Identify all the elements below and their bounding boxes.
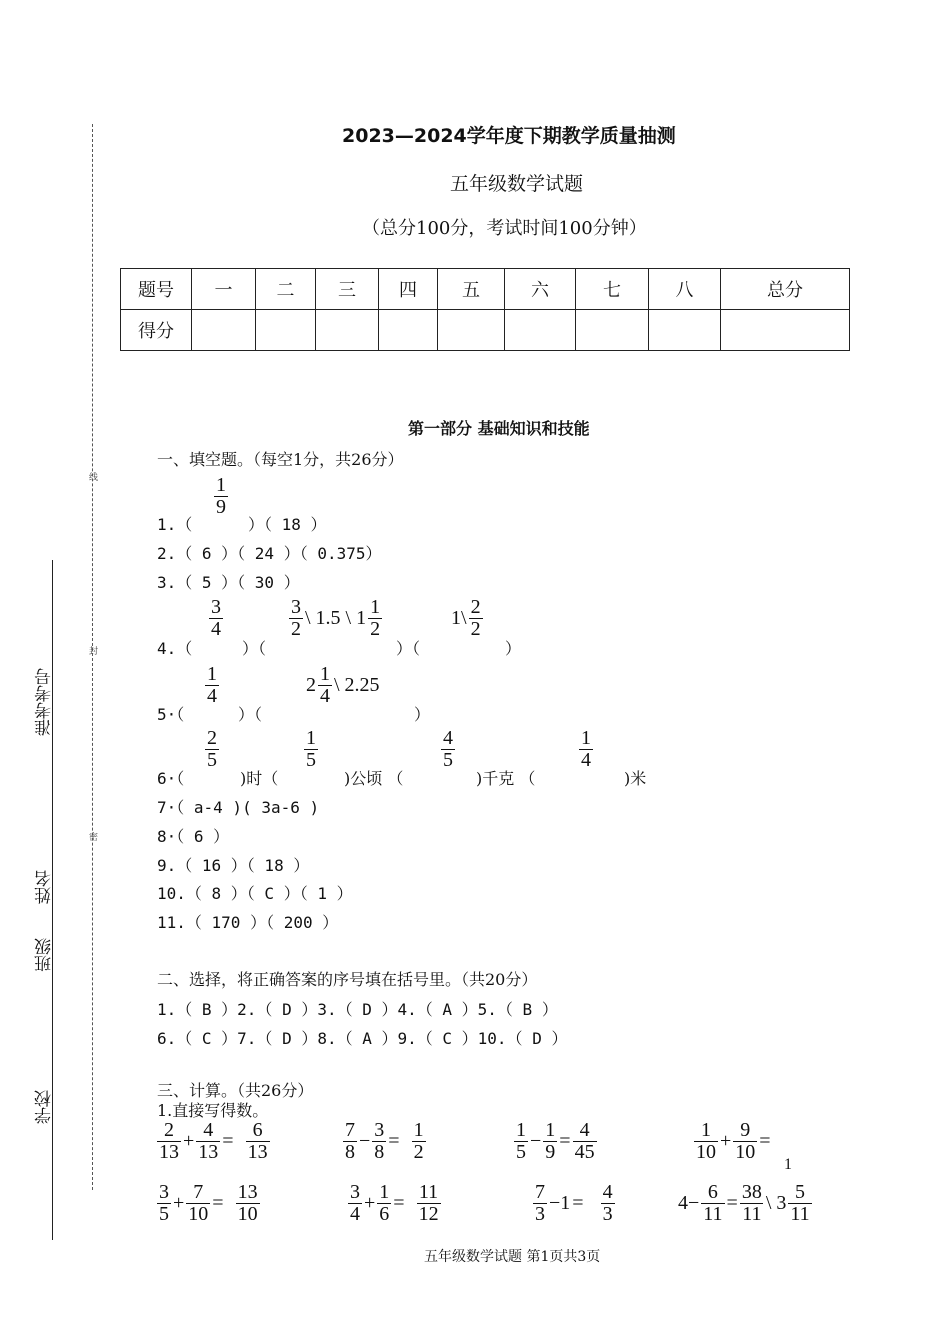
frac-den: 2 (291, 618, 301, 640)
q10-line: 10.（ 8 ）（ C ）（ 1 ） (157, 884, 353, 903)
q6-fraction-1 (205, 728, 219, 771)
score-table-cell: 总分 (721, 269, 850, 310)
calc-5 (157, 1182, 260, 1225)
section2-row-2: 6.（ C ）7.（ D ）8.（ A ）9.（ C ）10.（ D ） (157, 1029, 568, 1048)
frac-num: 4 (602, 1181, 613, 1203)
frac-num: 3 (350, 1181, 360, 1203)
q6-fraction-2 (304, 728, 318, 771)
frac-den: 11 (742, 1203, 762, 1225)
frac-num: 1 (516, 1119, 526, 1141)
score-table-cell: 五 (438, 269, 505, 310)
exam-note: （总分100分，考试时间100分钟） (362, 218, 647, 239)
frac-den: 8 (345, 1141, 355, 1163)
calc-operator: − (530, 1130, 542, 1152)
score-table-cell: 四 (379, 269, 438, 310)
frac-num: 7 (535, 1181, 545, 1203)
score-table-header-row (121, 269, 850, 310)
frac-num: 1 (413, 1119, 424, 1141)
equals-sign: = (222, 1130, 244, 1152)
frac-den: 9 (545, 1141, 556, 1163)
frac-num: 3 (374, 1119, 385, 1141)
frac-den: 4 (581, 749, 591, 771)
frac-num: 6 (252, 1119, 263, 1141)
frac-den: 45 (574, 1141, 595, 1163)
score-input-cell[interactable] (379, 310, 438, 351)
q9-line: 9.（ 16 ）（ 18 ） (157, 856, 310, 875)
frac-den: 4 (207, 685, 217, 707)
frac-den: 13 (247, 1141, 268, 1163)
score-table-cell: 二 (256, 269, 316, 310)
frac-num: 1 (370, 596, 381, 618)
frac-den: 13 (198, 1141, 219, 1163)
score-input-cell[interactable] (438, 310, 505, 351)
frac-den: 9 (216, 496, 226, 518)
frac-num: 3 (159, 1181, 169, 1203)
calc-1 (157, 1120, 270, 1163)
q4-fraction-1 (209, 597, 223, 640)
equals-sign: = (726, 1192, 738, 1214)
frac-num: 1 (216, 474, 226, 496)
score-table-cell: 八 (649, 269, 721, 310)
score-table-cell: 题号 (121, 269, 192, 310)
q5-tail: \ 2.25 (334, 674, 380, 696)
calc-8 (678, 1182, 812, 1225)
exam-title: 2023—2024学年度下期教学质量抽测 (342, 125, 676, 147)
frac-den: 11 (790, 1203, 810, 1225)
frac-num: 1 (701, 1119, 711, 1141)
q7-line: 7·（ a-4 )( 3a-6 ) (157, 798, 320, 817)
frac-den: 5 (207, 749, 217, 771)
frac-num: 4 (203, 1119, 214, 1141)
frac-den: 6 (379, 1203, 390, 1225)
side-mark-secret: 密 (87, 832, 97, 841)
q6-unit-1: )时（ (240, 769, 279, 788)
equals-sign: = (759, 1130, 771, 1152)
frac-num: 1 (545, 1119, 556, 1141)
side-label-class: 班级 (35, 938, 55, 972)
frac-den: 3 (535, 1203, 545, 1225)
calc-prefix: 4− (678, 1192, 700, 1214)
side-mark-line: 线 (87, 472, 97, 481)
score-input-cell[interactable] (649, 310, 721, 351)
calc-operator: − (359, 1130, 371, 1152)
section2-title: 二、选择，将正确答案的序号填在括号里。（共20分） (157, 970, 538, 989)
frac-den: 4 (350, 1203, 360, 1225)
score-table-cell: 一 (192, 269, 256, 310)
frac-num: 2 (470, 596, 481, 618)
frac-den: 3 (602, 1203, 613, 1225)
score-table-cell: 得分 (121, 310, 192, 351)
frac-num: 2 (164, 1119, 174, 1141)
frac-den: 5 (306, 749, 316, 771)
q6-unit-4: )米 (624, 769, 647, 788)
q8-line: 8·（ 6 ） (157, 827, 230, 846)
calc-operator: + (364, 1192, 376, 1214)
frac-den: 12 (418, 1203, 439, 1225)
frac-num: 13 (237, 1181, 258, 1203)
frac-num: 1 (207, 663, 217, 685)
frac-den: 10 (237, 1203, 258, 1225)
q4-open: 4.（ (157, 639, 193, 658)
q1-open: 1.（ (157, 515, 193, 534)
calc-mid: \ 3 (765, 1192, 787, 1214)
frac-num: 9 (740, 1119, 751, 1141)
q4-pre-text: 1\ (451, 607, 467, 629)
score-input-cell[interactable] (192, 310, 256, 351)
side-label-exam-no: 准考考号 (35, 668, 55, 736)
frac-num: 2 (207, 727, 217, 749)
frac-den: 8 (374, 1141, 385, 1163)
q1-rest: ）（ 18 ） (248, 515, 327, 534)
q11-line: 11.（ 170 ）（ 200 ） (157, 913, 339, 932)
frac-num: 4 (579, 1119, 590, 1141)
binding-dashed-line (92, 124, 93, 1190)
q4-close: ） (505, 639, 522, 658)
equals-sign: = (388, 1130, 410, 1152)
frac-den: 13 (159, 1141, 179, 1163)
calc-6 (348, 1182, 441, 1225)
exam-subject: 五年级数学试题 (450, 173, 584, 195)
score-input-cell[interactable] (505, 310, 576, 351)
side-label-school: 学校 (35, 1090, 55, 1124)
q4-mid-text: \ 1.5 \ 1 (305, 607, 367, 629)
part1-title: 第一部分 基础知识和技能 (408, 419, 590, 438)
frac-den: 5 (516, 1141, 526, 1163)
frac-den: 4 (211, 618, 221, 640)
q5-whole: 2 (306, 674, 316, 696)
frac-num: 3 (291, 596, 301, 618)
q4-sep-2: ）（ (396, 639, 421, 658)
calc-4-result: 1 (784, 1156, 792, 1173)
score-table-cell: 七 (576, 269, 649, 310)
score-table-cell: 三 (316, 269, 379, 310)
q6-fraction-3 (441, 728, 455, 771)
frac-num: 7 (345, 1119, 355, 1141)
section2-row-1: 1.（ B ）2.（ D ）3.（ D ）4.（ A ）5.（ B ） (157, 1000, 558, 1019)
q6-unit-3: )千克 （ (476, 769, 536, 788)
score-table-cell: 六 (505, 269, 576, 310)
frac-num: 38 (741, 1181, 762, 1203)
frac-den: 10 (696, 1141, 716, 1163)
score-table (120, 268, 850, 351)
frac-num: 3 (211, 596, 221, 618)
score-input-cell[interactable] (721, 310, 850, 351)
frac-den: 2 (370, 618, 381, 640)
frac-den: 5 (159, 1203, 169, 1225)
section3-subtitle: 1.直接写得数。 (157, 1101, 269, 1120)
q4-sep-1: ）（ (242, 639, 267, 658)
calc-operator: −1 (549, 1192, 571, 1214)
frac-num: 1 (379, 1181, 390, 1203)
frac-num: 1 (581, 727, 591, 749)
q6-fraction-4 (579, 728, 593, 771)
score-input-cell[interactable] (576, 310, 649, 351)
q4-answer-2 (289, 597, 382, 640)
q1-fraction (214, 475, 228, 518)
frac-num: 1 (306, 727, 316, 749)
q3-line: 3.（ 5 ）（ 30 ） (157, 573, 300, 592)
section1-title: 一、填空题。（每空1分，共26分） (157, 450, 404, 469)
frac-num: 4 (443, 727, 453, 749)
equals-sign: = (393, 1192, 415, 1214)
side-label-name: 姓名 (35, 870, 55, 904)
equals-sign: = (212, 1192, 234, 1214)
calc-4 (694, 1120, 771, 1163)
calc-operator: + (720, 1130, 732, 1152)
frac-num: 7 (193, 1181, 204, 1203)
frac-num: 1 (320, 663, 330, 685)
frac-den: 5 (443, 749, 453, 771)
equals-sign: = (559, 1130, 571, 1152)
frac-num: 5 (795, 1181, 806, 1203)
page-footer: 五年级数学试题 第1页共3页 (424, 1249, 601, 1265)
q5-answer-2 (306, 664, 380, 707)
frac-den: 4 (320, 685, 330, 707)
equals-sign: = (572, 1192, 599, 1214)
score-input-cell[interactable] (256, 310, 316, 351)
q5-fraction-1 (205, 664, 219, 707)
q5-close: ） (414, 705, 431, 724)
calc-7 (533, 1182, 615, 1225)
side-mark-seal: 封 (87, 646, 97, 655)
section3-title: 三、计算。（共26分） (157, 1081, 314, 1100)
calc-operator: + (173, 1192, 185, 1214)
frac-num: 11 (418, 1181, 439, 1203)
frac-den: 2 (470, 618, 481, 640)
frac-den: 11 (703, 1203, 723, 1225)
frac-den: 10 (188, 1203, 209, 1225)
q2-line: 2.（ 6 ）（ 24 ）（ 0.375） (157, 544, 382, 563)
q5-open: 5·（ (157, 705, 185, 724)
q5-sep: ）（ (238, 705, 263, 724)
calc-operator: + (183, 1130, 195, 1152)
frac-den: 2 (413, 1141, 424, 1163)
q6-open: 6·（ (157, 769, 185, 788)
frac-den: 10 (735, 1141, 756, 1163)
q6-unit-2: )公顷 （ (344, 769, 404, 788)
q4-answer-3 (451, 597, 483, 640)
calc-3 (514, 1120, 597, 1163)
calc-2 (343, 1120, 426, 1163)
frac-num: 6 (707, 1181, 718, 1203)
score-table-score-row (121, 310, 850, 351)
score-input-cell[interactable] (316, 310, 379, 351)
